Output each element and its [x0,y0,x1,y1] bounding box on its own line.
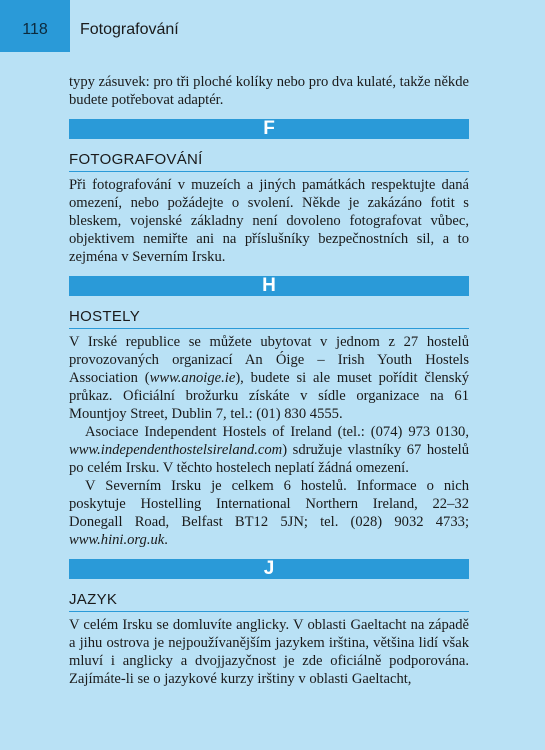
running-title: Fotografování [80,21,179,38]
letter-bar-j: J [69,559,469,579]
section-title-fotografovani: FOTOGRAFOVÁNÍ [69,151,469,172]
fotografovani-paragraph: Při fotografování v muzeích a jiných památkách respektujte daná omezení, nebo požádejte o svolení. Někde je zakázáno fotit s bleskem, vojenské základny není dovoleno fotografovat vůbec, objektivem nemiřte ani na příslušníky bezpečnostních sil, a to zejména v Severním Irsku. [69,177,469,265]
letter-bar-h: H [69,276,469,296]
letter-bar-f: F [69,119,469,139]
hostely-paragraph-2: Asociace Independent Hostels of Ireland (tel.: (074) 973 0130, www.independenthostelsireland.com) sdružuje vlastníky 67 hostelů po celém Irsku. V těchto hostelech neplatí žádná omezení. [69,424,469,476]
jazyk-paragraph: V celém Irsku se domluvíte anglicky. V oblasti Gaeltacht na západě a jihu ostrova je nejpoužívanějším jazykem irština, většina lidí však mluví i anglicky a dvojjazyčnost je zde oficiálně podporována. Zajímáte-li se o jazykové kurzy irštiny v oblasti Gaeltacht, [69,617,469,687]
hini-link[interactable]: www.hini.org.uk [69,532,165,548]
section-title-hostely: HOSTELY [69,308,469,329]
hostely-paragraph-3: V Severním Irsku je celkem 6 hostelů. Informace o nich poskytuje Hostelling International Northern Ireland, 22–32 Donegall Road, Belfast BT12 5JN; tel. (028) 9032 4733; www.hini.org.uk. [69,478,469,548]
section-title-jazyk: JAZYK [69,591,469,612]
intro-paragraph: typy zásuvek: pro tři ploché kolíky nebo pro dva kulaté, takže někde budete potřebovat adaptér. [69,74,469,108]
anoige-link[interactable]: www.anoige.ie [149,370,236,386]
page-content [69,73,469,688]
hostely-paragraph-1: V Irské republice se můžete ubytovat v jednom z 27 hostelů provozovaných organizací An Óige – Irish Youth Hostels Association (www.anoige.ie), budete si ale muset pořídit členský průkaz. Oficiální brožurku získáte v sídle organizace na 61 Mountjoy Street, Dublin 7, tel.: (01) 830 4555. [69,334,469,422]
page-header [0,0,545,52]
page-number: 118 [0,0,70,52]
independent-hostels-link[interactable]: www.independenthostelsireland.com [69,442,283,458]
